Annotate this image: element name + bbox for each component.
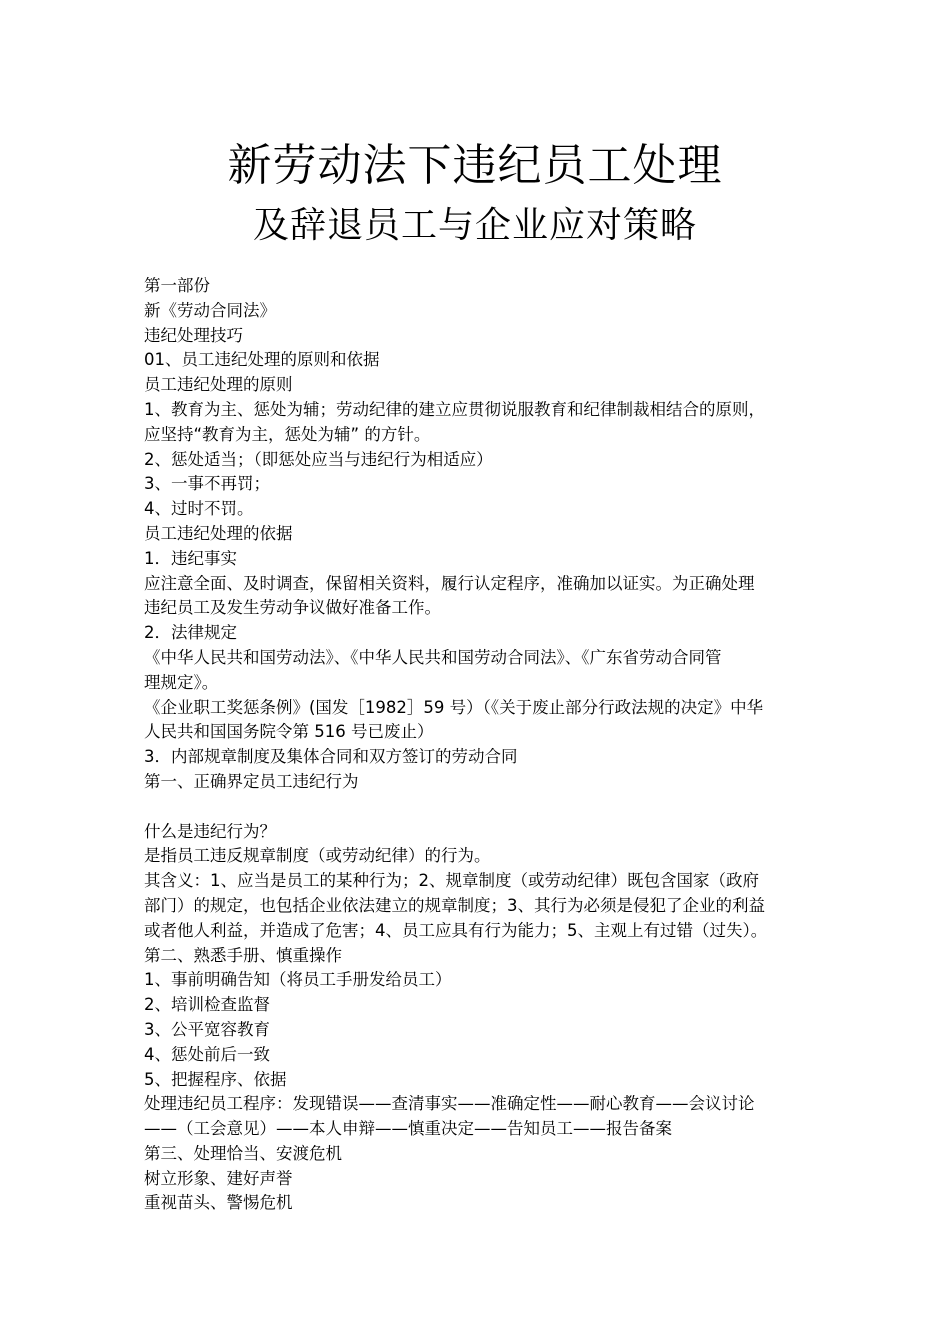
text-line: 违纪员工及发生劳动争议做好准备工作。 bbox=[144, 598, 441, 618]
text-line: 新《劳动合同法》 bbox=[144, 300, 276, 320]
text-line: 人民共和国国务院令第 516 号已废止） bbox=[144, 722, 434, 742]
text-line: 第一、正确界定员工违纪行为 bbox=[144, 771, 359, 791]
text-line: 树立形象、建好声誉 bbox=[144, 1168, 293, 1188]
text-line: 什么是违纪行为？ bbox=[144, 821, 276, 841]
text-line: 3、一事不再罚； bbox=[144, 474, 270, 494]
text-line: 《中华人民共和国劳动法》、《中华人民共和国劳动合同法》、《广东省劳动合同管 bbox=[144, 647, 722, 667]
text-line: 《企业职工奖惩条例》(国发［1982］59 号）（《关于废止部分行政法规的决定》中华 bbox=[144, 697, 764, 717]
text-line: 应坚持“教育为主，惩处为辅” 的方针。 bbox=[144, 424, 431, 444]
text-line: 1．违纪事实 bbox=[144, 548, 237, 568]
text-line: 01、员工违纪处理的原则和依据 bbox=[144, 350, 380, 370]
text-line: 4、过时不罚。 bbox=[144, 499, 254, 519]
text-line: 3．内部规章制度及集体合同和双方签订的劳动合同 bbox=[144, 747, 518, 767]
text-line: 1、教育为主、惩处为辅；劳动纪律的建立应贯彻说服教育和纪律制裁相结合的原则， bbox=[144, 399, 765, 419]
text-line: 员工违纪处理的依据 bbox=[144, 523, 293, 543]
text-line: 违纪处理技巧 bbox=[144, 325, 243, 345]
text-line: 应注意全面、及时调查，保留相关资料，履行认定程序，准确加以证实。为正确处理 bbox=[144, 573, 755, 593]
text-line: 第二、熟悉手册、慎重操作 bbox=[144, 945, 342, 965]
text-line: 第一部份 bbox=[144, 276, 210, 295]
blank-line bbox=[144, 795, 808, 820]
text-line: ——（工会意见）——本人申辩——慎重决定——告知员工——报告备案 bbox=[144, 1119, 672, 1139]
text-line: 1、事前明确告知（将员工手册发给员工） bbox=[144, 970, 452, 990]
text-line: 2、培训检查监督 bbox=[144, 995, 270, 1015]
text-line: 其含义：1、应当是员工的某种行为；2、规章制度（或劳动纪律）既包含国家（政府 bbox=[144, 871, 759, 891]
document-body bbox=[144, 274, 808, 1216]
text-line: 2、惩处适当；（即惩处应当与违纪行为相适应） bbox=[144, 449, 493, 469]
text-line: 5、把握程序、依据 bbox=[144, 1069, 287, 1089]
document-title: 新劳动法下违纪员工处理 bbox=[227, 140, 723, 191]
text-line: 或者他人利益，并造成了危害；4、员工应具有行为能力；5、主观上有过错（过失）。 bbox=[144, 920, 768, 940]
text-line: 重视苗头、警惕危机 bbox=[144, 1193, 293, 1213]
text-line: 是指员工违反规章制度（或劳动纪律）的行为。 bbox=[144, 846, 491, 866]
text-line: 部门）的规定，也包括企业依法建立的规章制度；3、其行为必须是侵犯了企业的利益 bbox=[144, 895, 765, 915]
text-line: 2．法律规定 bbox=[144, 623, 237, 643]
text-line: 3、公平宽容教育 bbox=[144, 1019, 270, 1039]
text-line: 理规定》。 bbox=[144, 672, 219, 692]
document-subtitle: 及辞退员工与企业应对策略 bbox=[252, 205, 697, 246]
text-line: 第三、处理恰当、安渡危机 bbox=[144, 1143, 342, 1163]
text-line: 员工违纪处理的原则 bbox=[144, 375, 293, 395]
text-line: 4、惩处前后一致 bbox=[144, 1044, 270, 1064]
text-line: 处理违纪员工程序：发现错误——查清事实——准确定性——耐心教育——会议讨论 bbox=[144, 1094, 755, 1114]
